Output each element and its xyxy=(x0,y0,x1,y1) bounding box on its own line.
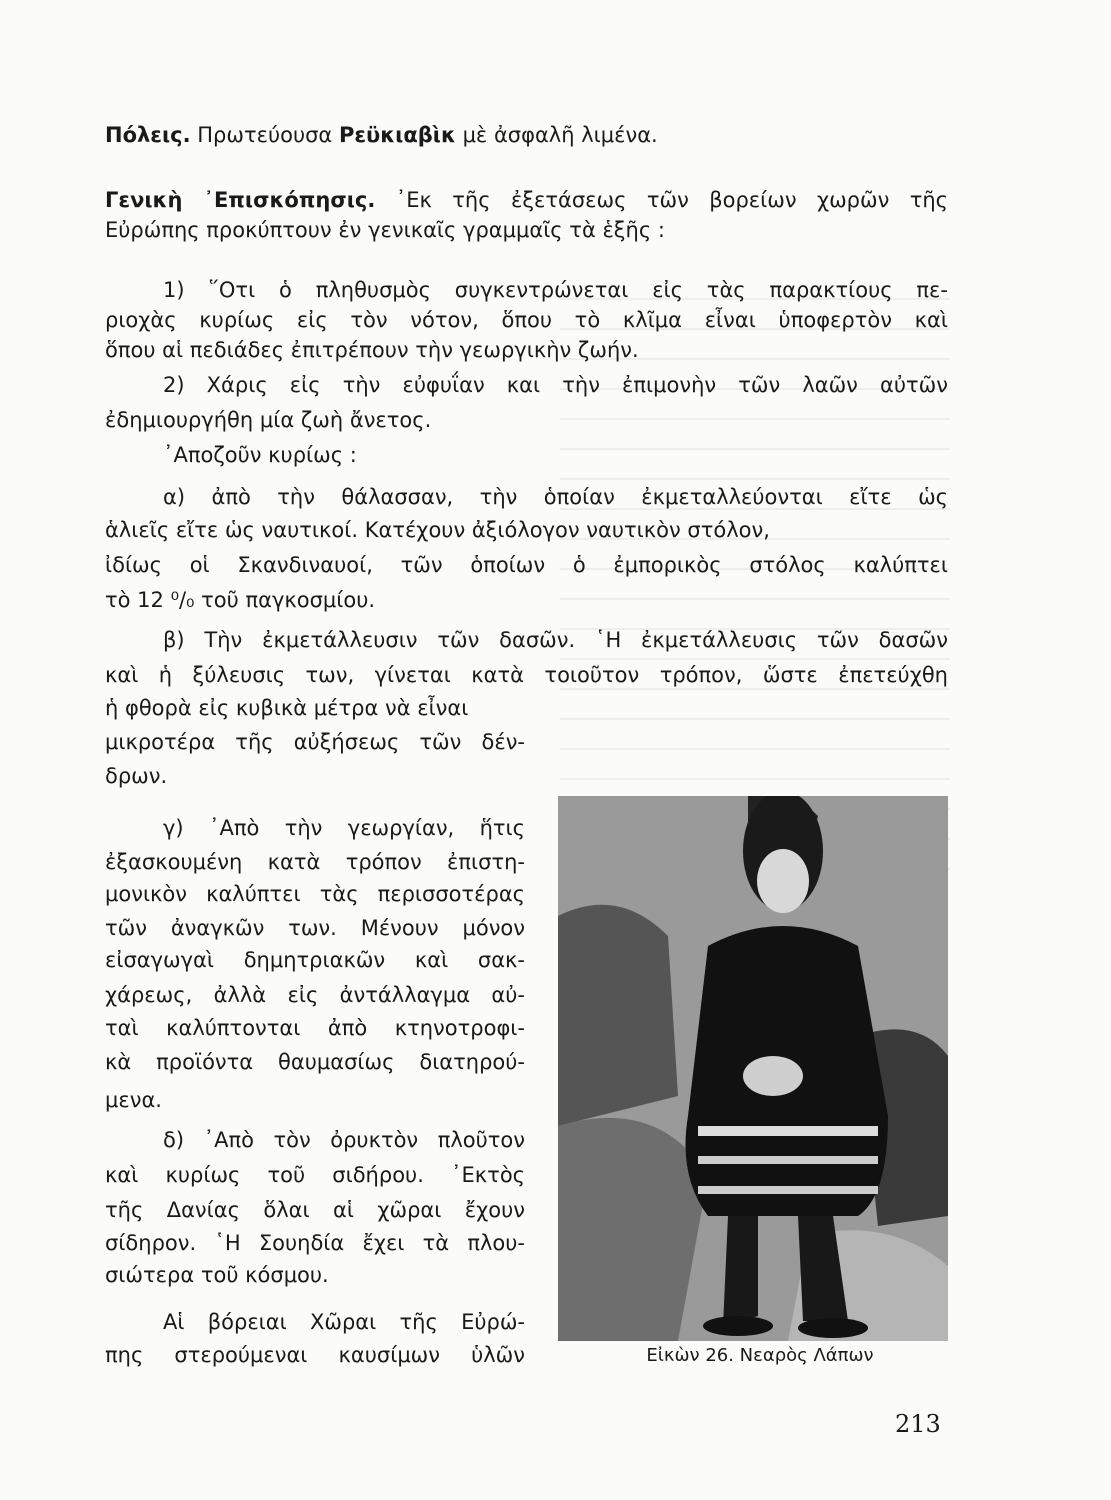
text-line: μικροτέρα τῆς αὐξήσεως τῶν δέν- xyxy=(105,730,525,754)
text-line: ᾿Αποζοῦν κυρίως : xyxy=(163,443,357,467)
text-line: ἐξασκουμένη κατὰ τρόπον ἐπιστη- xyxy=(105,850,525,874)
figure-photo-young-lapp xyxy=(558,796,948,1341)
text-line: τὸ 12 ⁰/₀ τοῦ παγκοσμίου. xyxy=(105,588,376,612)
text-line: ἁλιεῖς εἴτε ὡς ναυτικοί. Κατέχουν ἀξιόλογον ναυτικὸν στόλον, xyxy=(105,518,770,542)
text-line: ταὶ καλύπτονται ἀπὸ κτηνοτροφι- xyxy=(105,1016,525,1040)
text-line: Αἱ βόρειαι Χῶραι τῆς Εὐρώ- xyxy=(163,1310,525,1334)
text-line: τῆς Δανίας ὅλαι αἱ χῶραι ἔχουν xyxy=(105,1198,525,1222)
text-line: ριοχὰς κυρίως εἰς τὸν νότον, ὅπου τὸ κλῖμα εἶναι ὑποφερτὸν καὶ xyxy=(105,308,948,332)
text-line: α) ἀπὸ τὴν θάλασσαν, τὴν ὁποίαν ἐκμεταλλεύονται εἴτε ὡς xyxy=(163,485,948,509)
text-line: 1) ῞Οτι ὁ πληθυσμὸς συγκεντρώνεται εἰς τὰς παρακτίους πε- xyxy=(163,278,948,302)
cities-text-end: μὲ ἀσφαλῆ λιμένα. xyxy=(455,123,658,147)
text-line: πης στερούμεναι καυσίμων ὑλῶν xyxy=(105,1343,525,1367)
text-line: ἰδίως οἱ Σκανδιναυοί, τῶν ὁποίων ὁ ἐμπορικὸς στόλος καλύπτει xyxy=(105,553,948,577)
text-line: δρων. xyxy=(105,764,168,788)
text-line: καὶ κυρίως τοῦ σιδήρου. ᾿Εκτὸς xyxy=(105,1163,525,1187)
page-number: 213 xyxy=(895,1410,941,1438)
figure-caption: Εἰκὼν 26. Νεαρὸς Λάπων xyxy=(646,1345,874,1366)
overview-text: ᾿Εκ τῆς ἐξετάσεως τῶν βορείων χωρῶν τῆς xyxy=(375,188,949,212)
cities-text: Πρωτεύουσα xyxy=(190,123,339,147)
text-line: γ) ᾿Απὸ τὴν γεωργίαν, ἥτις xyxy=(163,816,525,840)
overview-label: Γενικὴ ᾿Επισκόπησις. xyxy=(105,188,376,212)
text-line: δ) ᾿Απὸ τὸν ὀρυκτὸν πλοῦτον xyxy=(163,1128,525,1152)
text-line: Εὐρώπης προκύπτουν ἐν γενικαῖς γραμμαῖς τὰ ἑξῆς : xyxy=(105,218,665,242)
text-line: 2) Χάρις εἰς τὴν εὐφυΐαν και τὴν ἐπιμονὴν τῶν λαῶν αὐτῶν xyxy=(163,373,948,397)
text-line: κὰ προϊόντα θαυμασίως διατηρού- xyxy=(105,1050,525,1074)
text-line: σίδηρον. ῾Η Σουηδία ἔχει τὰ πλου- xyxy=(105,1231,525,1255)
text-line: χάρεως, ἀλλὰ εἰς ἀντάλλαγμα αὐ- xyxy=(105,983,525,1007)
text-line: εἰσαγωγαὶ δημητριακῶν καὶ σακ- xyxy=(105,948,525,972)
text-line: ἡ φθορὰ εἰς κυβικὰ μέτρα νὰ εἶναι xyxy=(105,696,469,720)
text-line: σιώτερα τοῦ κόσμου. xyxy=(105,1263,329,1287)
text-line: μενα. xyxy=(105,1088,162,1112)
text-line: ἐδημιουργήθη μία ζωὴ ἄνετος. xyxy=(105,408,432,432)
overview-line xyxy=(105,185,948,215)
photo-image xyxy=(558,796,948,1341)
text-line: καὶ ἡ ξύλευσις των, γίνεται κατὰ τοιοῦτον τρόπον, ὥστε ἐπετεύχθη xyxy=(105,663,948,687)
text-line: μονικὸν καλύπτει τὰς περισσοτέρας xyxy=(105,882,525,906)
text-line: β) Τὴν ἐκμετάλλευσιν τῶν δασῶν. ῾Η ἐκμετάλλευσις τῶν δασῶν xyxy=(163,628,948,652)
capital-name: Ρεϋκιαβὶκ xyxy=(338,123,456,147)
text-line: τῶν ἀναγκῶν των. Μένουν μόνον xyxy=(105,916,525,940)
cities-line xyxy=(105,120,948,150)
cities-label: Πόλεις. xyxy=(105,123,191,147)
text-line: ὅπου αἱ πεδιάδες ἐπιτρέπουν τὴν γεωργικὴν ζωήν. xyxy=(105,338,639,362)
